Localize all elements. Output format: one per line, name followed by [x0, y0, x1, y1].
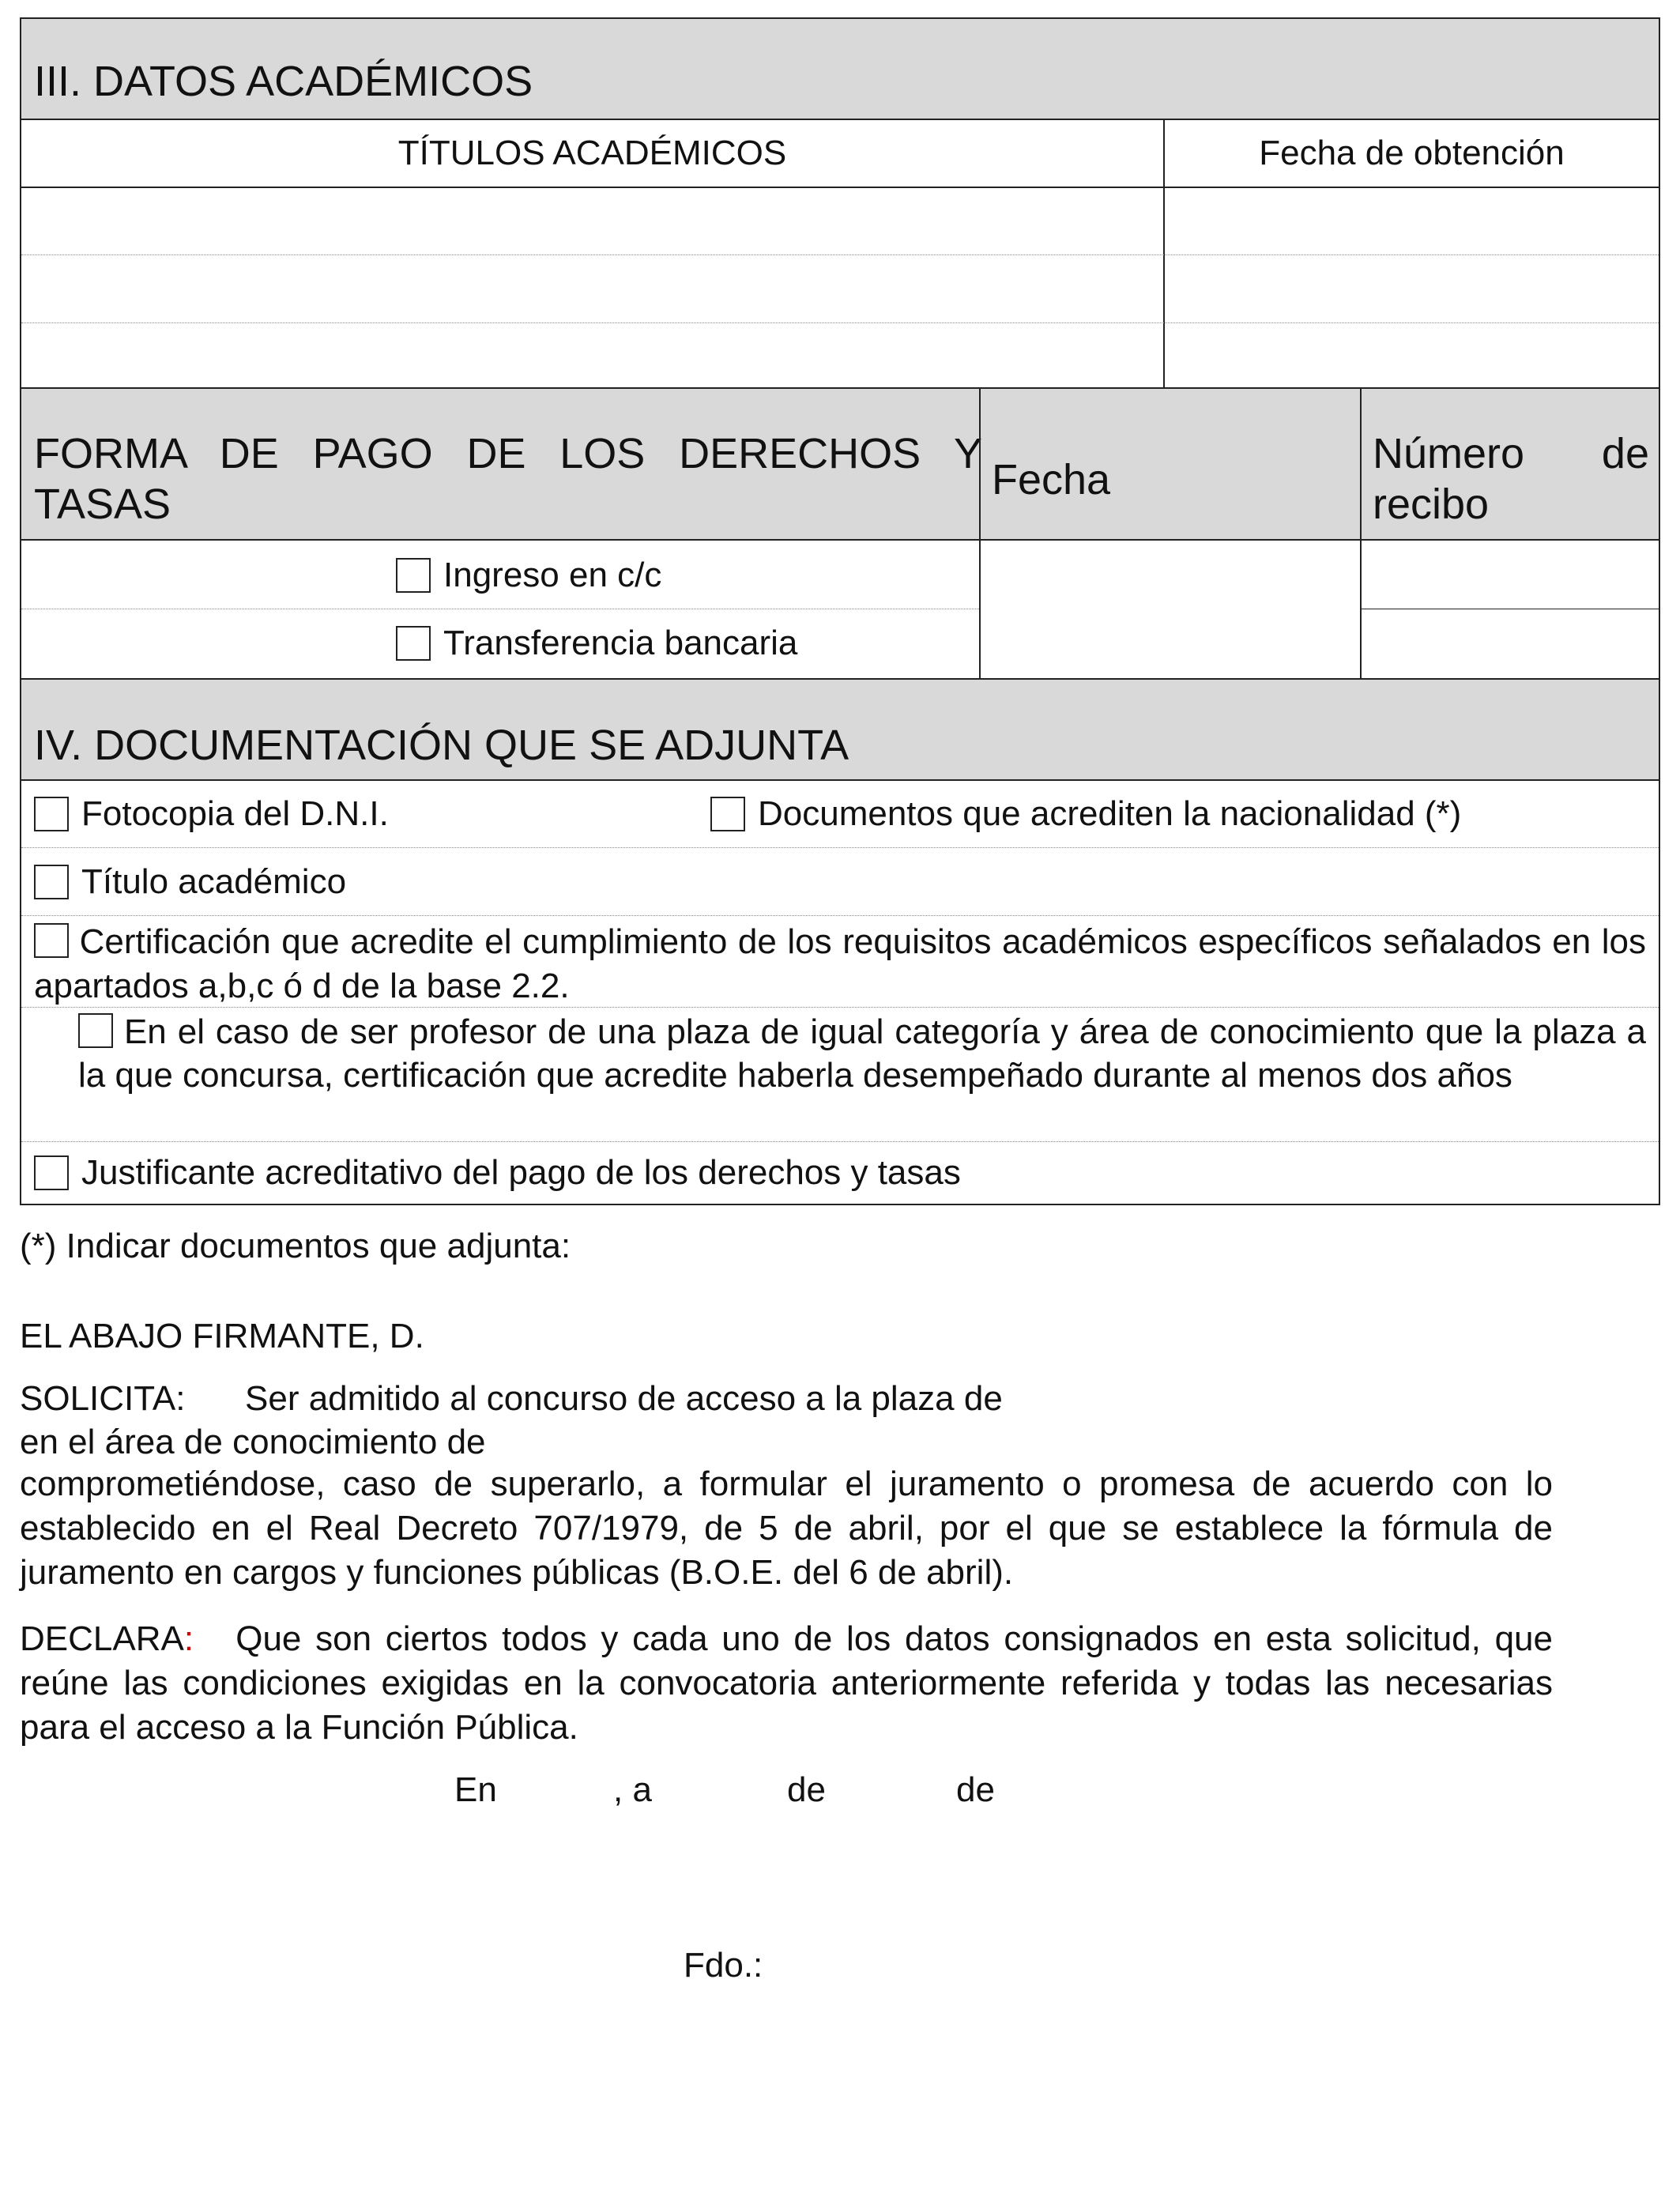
- transfer-checkbox[interactable]: [396, 626, 431, 661]
- dni-checkbox[interactable]: [34, 797, 69, 831]
- payment-table: [20, 389, 1660, 680]
- doc-item-dni[interactable]: [34, 784, 389, 844]
- signer-line: EL ABAJO FIRMANTE, D.: [20, 1317, 424, 1355]
- solicita-line-2: en el área de conocimiento de: [20, 1423, 486, 1461]
- doc-item-certification[interactable]: [34, 920, 1646, 1008]
- payment-date-input-1[interactable]: [982, 542, 1357, 607]
- receipt-checkbox[interactable]: [34, 1155, 69, 1190]
- date-input-2[interactable]: [1167, 258, 1656, 321]
- academic-data-table: [20, 17, 1660, 389]
- doc-item-receipt[interactable]: [34, 1144, 961, 1201]
- documents-table: [20, 680, 1660, 1205]
- documents-section-title: IV. DOCUMENTACIÓN QUE SE ADJUNTA: [34, 722, 849, 769]
- declara-label: DECLARA: [20, 1619, 184, 1658]
- title-checkbox[interactable]: [34, 865, 69, 899]
- receipt-number-input-2[interactable]: [1363, 612, 1657, 677]
- place-a: , a: [613, 1770, 652, 1809]
- academic-section-header: [21, 19, 1659, 119]
- date-column-header: Fecha de obtención: [1259, 134, 1565, 172]
- payment-option-deposit[interactable]: [396, 545, 661, 605]
- title-label: Título académico: [81, 862, 347, 901]
- doc-item-professor[interactable]: [78, 1010, 1646, 1097]
- professor-checkbox[interactable]: [78, 1013, 113, 1048]
- date-de-1: de: [787, 1770, 826, 1809]
- declara-paragraph: [20, 1617, 1553, 1750]
- doc-item-title[interactable]: [34, 852, 346, 912]
- dni-label: Fotocopia del D.N.I.: [81, 794, 389, 833]
- title-input-3[interactable]: [24, 326, 1159, 387]
- title-input-2[interactable]: [24, 258, 1159, 321]
- payment-date-input-2[interactable]: [982, 612, 1357, 677]
- transfer-label: Transferencia bancaria: [443, 624, 798, 662]
- payment-option-transfer[interactable]: [396, 613, 797, 673]
- professor-label: En el caso de ser profesor de una plaza de igual categoría y área de conocimiento que la plaza a la que concursa, certificación que acredite haberla desempeñado durante al menos dos años: [78, 1012, 1646, 1095]
- date-de-2: de: [956, 1770, 995, 1809]
- payment-date-header: Fecha: [992, 456, 1111, 503]
- solicita-label: SOLICITA:: [20, 1379, 186, 1418]
- certification-label: Certificación que acredite el cumplimiento de los requisitos académicos específicos señalados en los apartados a,b,c ó d de la base 2.2.: [34, 922, 1647, 1005]
- payment-method-header: FORMA DE PAGO DE LOS DERECHOS Y TASAS: [34, 430, 982, 528]
- certification-checkbox[interactable]: [34, 923, 69, 958]
- solicita-body: comprometiéndose, caso de superarlo, a formular el juramento o promesa de acuerdo con lo establecido en el Real Decreto 707/1979, de 5 de abril, por el que se establece la fórmula de juramento en cargos y funciones públicas (B.O.E. del 6 de abril).: [20, 1465, 1553, 1592]
- receipt-number-header: Número de recibo: [1373, 430, 1649, 528]
- date-input-3[interactable]: [1167, 326, 1656, 387]
- doc-item-nationality[interactable]: [710, 784, 1461, 844]
- title-input-1[interactable]: [24, 190, 1159, 253]
- receipt-number-input-1[interactable]: [1363, 542, 1657, 607]
- nationality-checkbox[interactable]: [710, 797, 745, 831]
- receipt-label: Justificante acreditativo del pago de los derechos y tasas: [81, 1153, 961, 1192]
- solicita-line-1: Ser admitido al concurso de acceso a la plaza de: [245, 1379, 1003, 1418]
- declara-text: Que son ciertos todos y cada uno de los datos consignados en esta solicitud, que reúne las condiciones exigidas en la convocatoria anteriormente referida y todas las necesarias para el acceso a la Función Pública.: [20, 1619, 1553, 1747]
- place-en: En: [454, 1770, 497, 1809]
- academic-section-title: III. DATOS ACADÉMICOS: [34, 58, 533, 105]
- nationality-label: Documentos que acrediten la nacionalidad (*): [758, 794, 1462, 833]
- deposit-label: Ingreso en c/c: [443, 556, 662, 594]
- declara-colon: :: [183, 1619, 194, 1658]
- date-input-1[interactable]: [1167, 190, 1656, 253]
- attached-docs-note: (*) Indicar documentos que adjunta:: [20, 1227, 571, 1265]
- deposit-checkbox[interactable]: [396, 558, 431, 593]
- documents-section-header: [21, 680, 1659, 779]
- titles-column-header: TÍTULOS ACADÉMICOS: [397, 134, 787, 172]
- signature-label: Fdo.:: [684, 1946, 763, 1985]
